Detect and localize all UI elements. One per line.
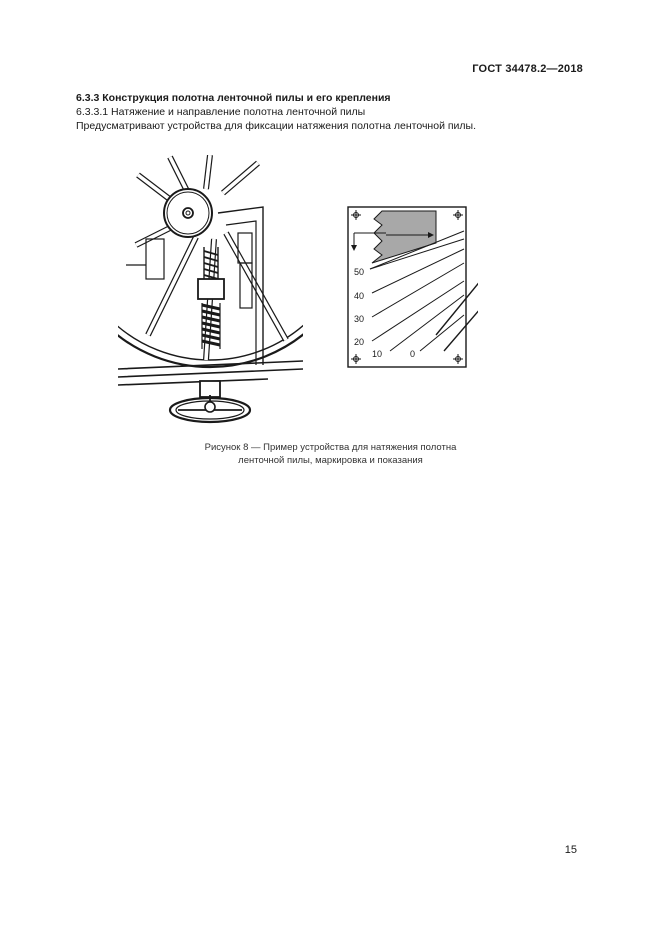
figure-caption [0, 441, 661, 467]
section-title: 6.3.3 Конструкция полотна ленточной пилы и его крепления [76, 92, 391, 104]
caption-line-1: Рисунок 8 — Пример устройства для натяжения полотна [204, 442, 457, 453]
scale-label-10: 10 [372, 349, 383, 359]
body-paragraph: Предусматривают устройства для фиксации натяжения полотна ленточной пилы. [76, 120, 476, 132]
saw-wheel-illustration [118, 155, 360, 422]
scale-label-50: 50 [354, 267, 365, 277]
scale-detail [348, 207, 478, 367]
tensioning-device-drawing [118, 155, 478, 435]
scale-label-40: 40 [354, 291, 365, 301]
standard-number: ГОСТ 34478.2—2018 [472, 63, 583, 75]
scale-label-30: 30 [354, 314, 365, 324]
scale-label-0: 0 [410, 349, 416, 359]
caption-line-2: ленточной пилы, маркировка и показания [238, 455, 423, 466]
scale-label-20: 20 [354, 337, 365, 347]
page-number: 15 [564, 844, 577, 856]
subsection-title: 6.3.3.1 Натяжение и направление полотна ленточной пилы [76, 106, 366, 118]
figure-8 [118, 155, 478, 435]
